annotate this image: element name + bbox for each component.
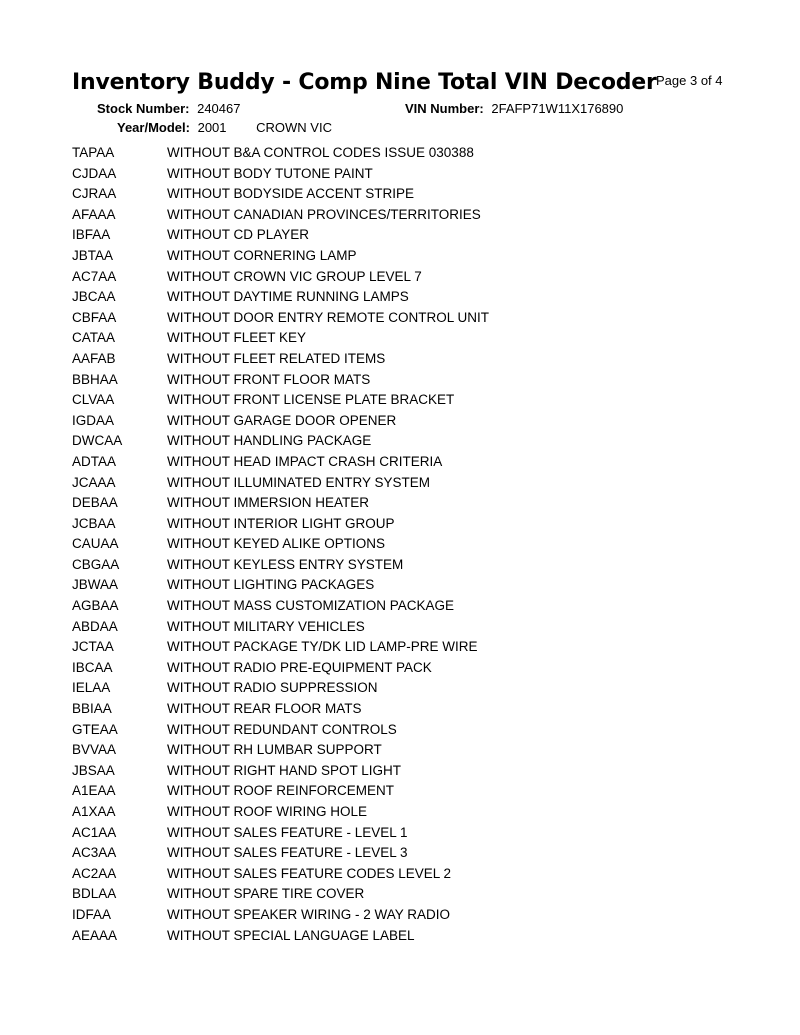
option-row [72, 637, 732, 658]
option-code: AGBAA [72, 598, 119, 614]
option-description: WITHOUT RH LUMBAR SUPPORT [167, 742, 382, 758]
option-description: WITHOUT KEYLESS ENTRY SYSTEM [167, 556, 404, 572]
option-row [72, 699, 732, 720]
option-code: JBTAA [72, 247, 114, 263]
option-row [72, 164, 732, 185]
option-code: JBSAA [72, 762, 115, 778]
option-description: WITHOUT FRONT LICENSE PLATE BRACKET [167, 392, 455, 408]
option-row [72, 843, 732, 864]
option-description: WITHOUT REDUNDANT CONTROLS [167, 721, 397, 737]
stock-number-value: 240467 [197, 101, 241, 116]
option-code: BBIAA [72, 701, 112, 717]
option-row [72, 555, 732, 576]
option-description: WITHOUT INTERIOR LIGHT GROUP [167, 515, 395, 531]
option-code: TAPAA [72, 145, 115, 160]
stock-number-label: Stock Number: [97, 101, 190, 116]
option-code: JBWAA [72, 577, 119, 593]
option-row [72, 658, 732, 679]
option-row [72, 411, 732, 432]
option-row [72, 225, 732, 246]
option-row [72, 678, 732, 699]
option-row [72, 926, 732, 947]
option-code: ADTAA [72, 453, 117, 469]
option-row [72, 473, 732, 494]
option-row [72, 720, 732, 741]
option-row [72, 370, 732, 391]
option-code: AC3AA [72, 845, 117, 861]
option-description: WITHOUT HEAD IMPACT CRASH CRITERIA [167, 453, 443, 469]
option-row [72, 514, 732, 535]
year-model [117, 120, 332, 135]
option-description: WITHOUT MILITARY VEHICLES [167, 618, 365, 634]
option-row [72, 205, 732, 226]
option-description: WITHOUT BODY TUTONE PAINT [167, 165, 373, 181]
option-description: WITHOUT FRONT FLOOR MATS [167, 371, 371, 387]
option-code: DEBAA [72, 495, 118, 511]
option-code: CBGAA [72, 556, 120, 572]
option-code: AEAAA [72, 927, 118, 943]
option-code: BBHAA [72, 371, 118, 387]
option-row [72, 267, 732, 288]
option-code: AAFAB [72, 350, 116, 366]
page-title: Inventory Buddy - Comp Nine Total VIN Decoder [72, 70, 657, 95]
option-description: WITHOUT SPEAKER WIRING - 2 WAY RADIO [167, 906, 451, 922]
option-description: WITHOUT FLEET RELATED ITEMS [167, 350, 386, 366]
vin-number-label: VIN Number: [405, 101, 484, 116]
option-description: WITHOUT GARAGE DOOR OPENER [167, 412, 397, 428]
option-description: WITHOUT CANADIAN PROVINCES/TERRITORIES [167, 206, 481, 222]
option-row [72, 143, 732, 164]
option-row [72, 431, 732, 452]
option-description: WITHOUT SPECIAL LANGUAGE LABEL [167, 927, 415, 943]
option-code: CLVAA [72, 392, 115, 408]
option-row [72, 452, 732, 473]
option-code: CAUAA [72, 536, 119, 552]
option-code: DWCAA [72, 433, 123, 449]
option-code: IGDAA [72, 412, 115, 428]
vin-number [405, 101, 623, 116]
option-code: AC7AA [72, 268, 117, 284]
option-code: JCBAA [72, 515, 116, 531]
option-description: WITHOUT KEYED ALIKE OPTIONS [167, 536, 386, 552]
option-code: GTEAA [72, 721, 118, 737]
option-row [72, 802, 732, 823]
option-code: AC1AA [72, 824, 117, 840]
option-code: JCAAA [72, 474, 116, 490]
option-row [72, 390, 732, 411]
option-code: AC2AA [72, 865, 117, 881]
option-code: CJDAA [72, 165, 117, 181]
option-row [72, 184, 732, 205]
option-description: WITHOUT IMMERSION HEATER [167, 495, 369, 511]
option-code: IBCAA [72, 659, 113, 675]
option-description: WITHOUT SALES FEATURE - LEVEL 1 [167, 824, 408, 840]
option-row [72, 328, 732, 349]
option-row [72, 864, 732, 885]
option-code: AFAAA [72, 206, 116, 222]
option-code: A1XAA [72, 804, 116, 819]
option-description: WITHOUT SALES FEATURE CODES LEVEL 2 [167, 865, 452, 881]
vin-number-value: 2FAFP71W11X176890 [491, 101, 624, 116]
option-code: CBFAA [72, 309, 117, 325]
option-description: WITHOUT CD PLAYER [167, 227, 310, 243]
option-code: IBFAA [72, 227, 111, 243]
option-row [72, 308, 732, 329]
option-row [72, 781, 732, 802]
option-row [72, 823, 732, 844]
option-description: WITHOUT RIGHT HAND SPOT LIGHT [167, 762, 402, 778]
option-row [72, 905, 732, 926]
option-description: WITHOUT ROOF REINFORCEMENT [167, 783, 394, 799]
year-model-label: Year/Model: [117, 120, 190, 135]
option-row [72, 596, 732, 617]
option-description: WITHOUT ROOF WIRING HOLE [167, 804, 367, 819]
option-description: WITHOUT SALES FEATURE - LEVEL 3 [167, 845, 408, 861]
option-description: WITHOUT BODYSIDE ACCENT STRIPE [167, 186, 415, 202]
option-row [72, 287, 732, 308]
option-description: WITHOUT FLEET KEY [167, 330, 307, 346]
option-code: ABDAA [72, 618, 118, 634]
option-description: WITHOUT LIGHTING PACKAGES [167, 577, 375, 593]
option-code: CJRAA [72, 186, 117, 202]
option-description: WITHOUT CROWN VIC GROUP LEVEL 7 [167, 268, 422, 284]
option-code: JCTAA [72, 639, 114, 655]
option-code: BVVAA [72, 742, 117, 758]
option-row [72, 884, 732, 905]
option-row [72, 761, 732, 782]
option-code: A1EAA [72, 783, 116, 799]
model-value: CROWN VIC [256, 120, 332, 135]
option-row [72, 617, 732, 638]
option-row [72, 349, 732, 370]
page-number: Page 3 of 4 [656, 73, 723, 88]
stock-number [97, 101, 240, 116]
option-row [72, 575, 732, 596]
year-value: 2001 [197, 120, 227, 135]
option-description: WITHOUT HANDLING PACKAGE [167, 433, 372, 449]
option-code: IDFAA [72, 906, 112, 922]
option-description: WITHOUT ILLUMINATED ENTRY SYSTEM [167, 474, 431, 490]
option-description: WITHOUT REAR FLOOR MATS [167, 701, 362, 717]
option-description: WITHOUT MASS CUSTOMIZATION PACKAGE [167, 598, 455, 614]
option-description: WITHOUT CORNERING LAMP [167, 247, 357, 263]
option-description: WITHOUT B&A CONTROL CODES ISSUE 030388 [167, 145, 474, 160]
option-row [72, 740, 732, 761]
option-description: WITHOUT RADIO SUPPRESSION [167, 680, 378, 696]
option-code-list [72, 143, 732, 946]
option-description: WITHOUT DOOR ENTRY REMOTE CONTROL UNIT [167, 309, 490, 325]
option-code: JBCAA [72, 289, 116, 305]
option-code: BDLAA [72, 886, 117, 902]
option-description: WITHOUT PACKAGE TY/DK LID LAMP-PRE WIRE [167, 639, 478, 655]
option-row [72, 246, 732, 267]
option-description: WITHOUT SPARE TIRE COVER [167, 886, 365, 902]
option-row [72, 534, 732, 555]
option-description: WITHOUT DAYTIME RUNNING LAMPS [167, 289, 409, 305]
option-row [72, 493, 732, 514]
option-code: IELAA [72, 680, 111, 696]
option-description: WITHOUT RADIO PRE-EQUIPMENT PACK [167, 659, 432, 675]
option-code: CATAA [72, 330, 116, 346]
